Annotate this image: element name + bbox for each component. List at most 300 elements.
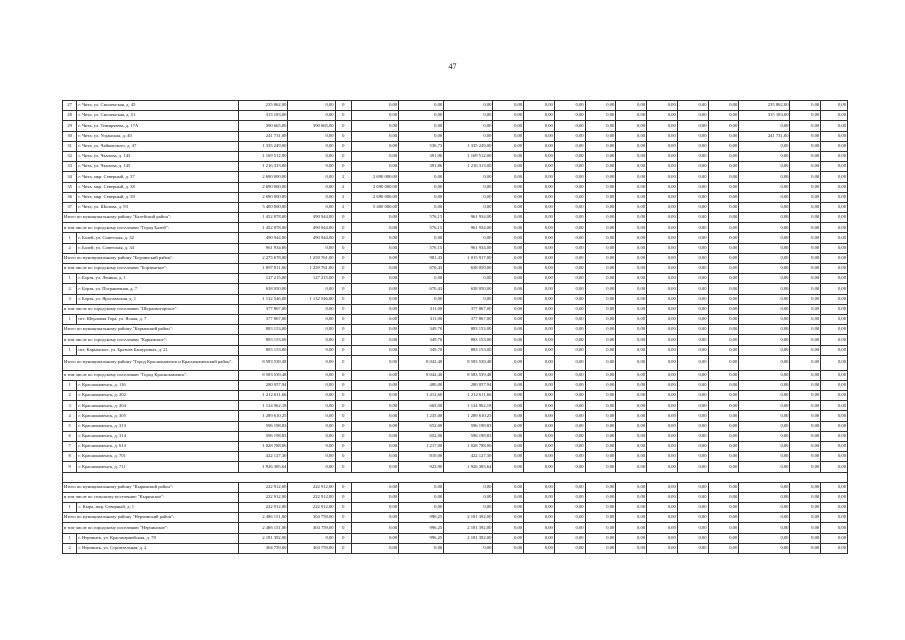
value-cell: 0,00 xyxy=(554,523,585,533)
value-cell: 0,00 xyxy=(647,223,678,233)
value-cell: 1 259 761,00 xyxy=(288,253,335,263)
value-cell: 0,00 xyxy=(790,202,821,212)
value-cell: 0 xyxy=(335,442,351,452)
value-cell: 0,00 xyxy=(524,111,555,121)
value-cell: 0,00 xyxy=(399,294,444,304)
value-cell: 241 731,00 xyxy=(239,131,288,141)
value-cell: 0,00 xyxy=(616,421,647,431)
value-cell: 0,00 xyxy=(351,391,398,401)
value-cell: 0,00 xyxy=(493,253,524,263)
value-cell: 127 215,00 xyxy=(239,274,288,284)
value-cell: 0,00 xyxy=(493,223,524,233)
value-cell: 0,00 xyxy=(554,141,585,151)
value-cell: 652,00 xyxy=(399,421,444,431)
address-cell: г. Краснокаменск, д. 711 xyxy=(77,462,239,472)
value-cell: 2 xyxy=(335,192,351,202)
value-cell: 0,00 xyxy=(585,233,616,243)
value-cell: 0,00 xyxy=(554,345,585,355)
value-cell: 0,00 xyxy=(493,355,524,370)
value-cell: 0,00 xyxy=(288,284,335,294)
value-cell: 0,00 xyxy=(444,111,493,121)
address-cell: пгт. Шерловая Гора, ул. Ясная, д. 7 xyxy=(77,314,239,324)
value-cell: 576,15 xyxy=(399,243,444,253)
address-cell: г. Чита, ул. Смоленская, д. 45 xyxy=(77,101,239,111)
value-cell: 0,00 xyxy=(444,202,493,212)
value-cell: 0,00 xyxy=(288,401,335,411)
value-cell: 0,00 xyxy=(351,294,398,304)
value-cell: 0,00 xyxy=(554,431,585,441)
value-cell: 0,00 xyxy=(708,182,739,192)
value-cell: 0 xyxy=(335,431,351,441)
value-cell: 0,00 xyxy=(647,182,678,192)
value-cell: 0,00 xyxy=(708,335,739,345)
value-cell: 391,86 xyxy=(399,162,444,172)
value-cell: 0,00 xyxy=(790,243,821,253)
value-cell: 0,00 xyxy=(554,492,585,502)
value-cell: 0,00 xyxy=(524,431,555,441)
address-cell: г. Краснокаменск, д. 701 xyxy=(77,452,239,462)
value-cell: 0,00 xyxy=(739,172,790,182)
value-cell: 0,00 xyxy=(677,370,708,380)
value-cell: 1 132 546,00 xyxy=(239,294,288,304)
value-cell: 0,00 xyxy=(585,513,616,523)
value-cell: 1 134 962,18 xyxy=(239,401,288,411)
value-cell: 0,00 xyxy=(677,502,708,512)
value-cell: 0,00 xyxy=(288,380,335,390)
value-cell: 576,15 xyxy=(399,213,444,223)
table-row xyxy=(63,411,848,421)
value-cell: 0,00 xyxy=(790,482,821,492)
address-cell: г. Краснокаменск, д. 204 xyxy=(77,401,239,411)
value-cell: 0,00 xyxy=(493,462,524,472)
value-cell: 0,00 xyxy=(399,101,444,111)
value-cell: 0,00 xyxy=(524,401,555,411)
value-cell: 0,00 xyxy=(677,243,708,253)
value-cell: 0,00 xyxy=(585,452,616,462)
value-cell: 0,00 xyxy=(399,202,444,212)
table-row xyxy=(63,284,848,294)
value-cell: 0,00 xyxy=(708,101,739,111)
value-cell: 0,00 xyxy=(708,223,739,233)
value-cell: 0,00 xyxy=(493,264,524,274)
value-cell: 0,00 xyxy=(524,452,555,462)
value-cell: 0,00 xyxy=(790,513,821,523)
table-row xyxy=(63,172,848,182)
value-cell: 0,00 xyxy=(739,513,790,523)
value-cell: 0,00 xyxy=(554,131,585,141)
value-cell: 0,00 xyxy=(677,223,708,233)
value-cell: 0,00 xyxy=(493,101,524,111)
group-name-cell: Итого по муниципальному району "Карымский район": xyxy=(63,325,239,335)
value-cell: 0,00 xyxy=(790,101,821,111)
value-cell: 0,00 xyxy=(399,233,444,243)
value-cell: 0,00 xyxy=(647,391,678,401)
value-cell: 0,00 xyxy=(739,452,790,462)
row-number-cell: 1 xyxy=(63,502,77,512)
value-cell: 0,00 xyxy=(288,131,335,141)
value-cell: 0,00 xyxy=(647,162,678,172)
value-cell: 0,00 xyxy=(739,121,790,131)
value-cell: 0,00 xyxy=(351,411,398,421)
table-row xyxy=(63,345,848,355)
value-cell: 0,00 xyxy=(647,462,678,472)
value-cell: 0,00 xyxy=(647,131,678,141)
value-cell: 0,00 xyxy=(616,233,647,243)
value-cell: 0,00 xyxy=(554,304,585,314)
row-number-cell: 3 xyxy=(63,294,77,304)
value-cell: 0 xyxy=(335,523,351,533)
value-cell: 1 897 811,00 xyxy=(239,264,288,274)
value-cell: 0,00 xyxy=(677,543,708,553)
value-cell: 0,00 xyxy=(585,192,616,202)
address-cell: г. Краснокаменск, д. 305 xyxy=(77,411,239,421)
value-cell: 0,00 xyxy=(554,111,585,121)
value-cell: 235 862,00 xyxy=(239,101,288,111)
value-cell: 0,00 xyxy=(616,462,647,472)
value-cell: 0,00 xyxy=(739,304,790,314)
value-cell: 0,00 xyxy=(616,202,647,212)
value-cell: 0,00 xyxy=(585,101,616,111)
value-cell: 0,00 xyxy=(524,335,555,345)
value-cell: 0,00 xyxy=(493,452,524,462)
value-cell: 0,00 xyxy=(708,452,739,462)
value-cell: 0,00 xyxy=(399,492,444,502)
table-row xyxy=(63,472,848,482)
value-cell: 0,00 xyxy=(493,284,524,294)
value-cell: 0,00 xyxy=(585,213,616,223)
value-cell: 638 050,00 xyxy=(239,284,288,294)
value-cell: 0,00 xyxy=(790,294,821,304)
value-cell: 996,25 xyxy=(399,533,444,543)
value-cell: 0,00 xyxy=(351,223,398,233)
value-cell: 810,00 xyxy=(399,452,444,462)
value-cell: 0,00 xyxy=(677,121,708,131)
value-cell: 0,00 xyxy=(493,121,524,131)
value-cell: 0,00 xyxy=(493,482,524,492)
address-cell: г. Краснокаменск, д. 314 xyxy=(77,431,239,441)
value-cell: 0,00 xyxy=(524,325,555,335)
value-cell: 0,00 xyxy=(554,101,585,111)
value-cell: 0,00 xyxy=(554,533,585,543)
value-cell: 0,00 xyxy=(288,304,335,314)
value-cell: 0,00 xyxy=(288,325,335,335)
value-cell: 0,00 xyxy=(616,264,647,274)
value-cell: 0,00 xyxy=(585,131,616,141)
group-name-cell: в том числе по городскому поселению "Город Балей": xyxy=(63,223,239,233)
value-cell: 0,00 xyxy=(821,355,848,370)
value-cell: 0,00 xyxy=(708,274,739,284)
row-number-cell: 31 xyxy=(63,141,77,151)
value-cell: 0,00 xyxy=(821,111,848,121)
value-cell: 0,00 xyxy=(647,482,678,492)
value-cell: 0,00 xyxy=(739,421,790,431)
value-cell: 0,00 xyxy=(351,213,398,223)
value-cell: 2 690 000,00 xyxy=(351,172,398,182)
table-row xyxy=(63,401,848,411)
value-cell: 349,70 xyxy=(399,345,444,355)
value-cell: 0,00 xyxy=(493,401,524,411)
value-cell: 0,00 xyxy=(708,131,739,141)
table-row xyxy=(63,533,848,543)
value-cell: 0,00 xyxy=(708,543,739,553)
value-cell: 0,00 xyxy=(444,502,493,512)
value-cell: 0,00 xyxy=(351,111,398,121)
value-cell: 0,00 xyxy=(616,452,647,462)
value-cell: 0,00 xyxy=(677,162,708,172)
value-cell: 0,00 xyxy=(708,304,739,314)
value-cell: 0,00 xyxy=(288,192,335,202)
value-cell: 0,00 xyxy=(739,141,790,151)
value-cell: 883 153,00 xyxy=(444,335,493,345)
value-cell: 0,00 xyxy=(493,421,524,431)
address-cell: г. Балей, ул. Советская, д. 32 xyxy=(77,233,239,243)
value-cell: 996,25 xyxy=(399,523,444,533)
value-cell: 0,00 xyxy=(493,492,524,502)
value-cell: 0,00 xyxy=(821,543,848,553)
table-row xyxy=(63,380,848,390)
value-cell: 0,00 xyxy=(708,523,739,533)
value-cell: 0,00 xyxy=(351,502,398,512)
value-cell: 0,00 xyxy=(790,442,821,452)
value-cell: 8 583 539,48 xyxy=(444,355,493,370)
value-cell: 0,00 xyxy=(790,253,821,263)
value-cell: 1 212 611,66 xyxy=(444,391,493,401)
value-cell: 0,00 xyxy=(677,294,708,304)
table-body xyxy=(63,101,848,554)
value-cell: 1 412,60 xyxy=(399,391,444,401)
value-cell: 0,00 xyxy=(585,482,616,492)
table-group-row xyxy=(63,482,848,492)
value-cell: 883 153,00 xyxy=(239,335,288,345)
value-cell: 0,00 xyxy=(821,391,848,401)
value-cell: 0 xyxy=(335,274,351,284)
value-cell: 0,00 xyxy=(790,452,821,462)
value-cell: 8 042,40 xyxy=(399,370,444,380)
value-cell: 5 400 000,00 xyxy=(239,202,288,212)
value-cell: 0,00 xyxy=(288,162,335,172)
value-cell: 0,00 xyxy=(790,543,821,553)
value-cell: 0,00 xyxy=(616,284,647,294)
value-cell: 0,00 xyxy=(616,492,647,502)
value-cell: 0,00 xyxy=(554,421,585,431)
value-cell: 0,00 xyxy=(647,492,678,502)
value-cell: 0,00 xyxy=(616,182,647,192)
value-cell: 0,00 xyxy=(616,502,647,512)
table-row xyxy=(63,431,848,441)
value-cell: 0,00 xyxy=(585,162,616,172)
value-cell: 0,00 xyxy=(524,482,555,492)
value-cell: 1 235,00 xyxy=(399,411,444,421)
value-cell: 0,00 xyxy=(288,182,335,192)
value-cell: 0,00 xyxy=(493,380,524,390)
value-cell: 0,00 xyxy=(677,253,708,263)
row-number-cell: 28 xyxy=(63,111,77,121)
value-cell: 0,00 xyxy=(616,111,647,121)
value-cell: 0,00 xyxy=(351,325,398,335)
value-cell: 0,00 xyxy=(647,253,678,263)
value-cell: 0,00 xyxy=(444,101,493,111)
address-cell: г. Чита, ул. Чкалова, д. 145 xyxy=(77,162,239,172)
value-cell: 0,00 xyxy=(821,523,848,533)
value-cell: 0 xyxy=(335,391,351,401)
value-cell: 0,00 xyxy=(585,294,616,304)
value-cell: 2 181 392,00 xyxy=(444,523,493,533)
value-cell: 0,00 xyxy=(739,370,790,380)
value-cell: 0,00 xyxy=(554,391,585,401)
table-row xyxy=(63,274,848,284)
value-cell: 996,25 xyxy=(399,513,444,523)
value-cell: 0,00 xyxy=(708,151,739,161)
value-cell: 0 xyxy=(335,314,351,324)
value-cell: 0,00 xyxy=(444,543,493,553)
value-cell: 0,00 xyxy=(524,502,555,512)
value-cell: 0,00 xyxy=(399,131,444,141)
value-cell: 0,00 xyxy=(647,345,678,355)
value-cell: 0,00 xyxy=(647,111,678,121)
value-cell: 0,00 xyxy=(493,162,524,172)
value-cell: 0,00 xyxy=(493,233,524,243)
value-cell: 0,00 xyxy=(351,345,398,355)
value-cell: 8 583 539,48 xyxy=(239,370,288,380)
value-cell: 0,00 xyxy=(585,533,616,543)
value-cell: 0,00 xyxy=(739,462,790,472)
value-cell: 0,00 xyxy=(351,452,398,462)
value-cell: 0,00 xyxy=(554,411,585,421)
value-cell: 2 486 151,00 xyxy=(239,523,288,533)
value-cell: 638 050,00 xyxy=(444,264,493,274)
value-cell: 0,00 xyxy=(524,442,555,452)
value-cell: 0,00 xyxy=(351,151,398,161)
value-cell: 0,00 xyxy=(616,172,647,182)
value-cell: 0,00 xyxy=(739,233,790,243)
value-cell: 0,00 xyxy=(708,202,739,212)
value-cell: 0,00 xyxy=(616,370,647,380)
value-cell: 0,00 xyxy=(616,223,647,233)
value-cell: 0,00 xyxy=(739,502,790,512)
value-cell: 0,00 xyxy=(739,533,790,543)
value-cell: 0,00 xyxy=(288,442,335,452)
table-group-row xyxy=(63,370,848,380)
value-cell: 0,00 xyxy=(616,482,647,492)
value-cell: 0,00 xyxy=(647,172,678,182)
row-number-cell: 29 xyxy=(63,121,77,131)
table-group-row xyxy=(63,253,848,263)
value-cell: 0,00 xyxy=(821,141,848,151)
value-cell: 0,00 xyxy=(739,391,790,401)
value-cell: 0,00 xyxy=(708,172,739,182)
value-cell: 0,00 xyxy=(493,294,524,304)
value-cell: 0,00 xyxy=(524,131,555,141)
value-cell: 0,00 xyxy=(821,192,848,202)
value-cell: 390 665,00 xyxy=(239,121,288,131)
value-cell: 0,00 xyxy=(554,325,585,335)
value-cell: 0,00 xyxy=(288,462,335,472)
value-cell: 0,00 xyxy=(585,462,616,472)
value-cell: 0,00 xyxy=(444,182,493,192)
value-cell: 0,00 xyxy=(647,121,678,131)
value-cell: 0,00 xyxy=(554,162,585,172)
value-cell: 0,00 xyxy=(739,202,790,212)
value-cell: 0 xyxy=(335,111,351,121)
value-cell: 0,00 xyxy=(444,294,493,304)
value-cell: 0,00 xyxy=(554,462,585,472)
value-cell: 0,00 xyxy=(399,192,444,202)
value-cell: 0,00 xyxy=(493,314,524,324)
value-cell: 0,00 xyxy=(288,151,335,161)
value-cell: 0,00 xyxy=(493,502,524,512)
group-name-cell: в том числе по сельскому поселению "Кыринское": xyxy=(63,492,239,502)
table-group-row xyxy=(63,513,848,523)
value-cell: 0,00 xyxy=(288,111,335,121)
value-cell: 596 198,83 xyxy=(239,421,288,431)
value-cell: 0,00 xyxy=(616,151,647,161)
value-cell: 0,00 xyxy=(288,314,335,324)
value-cell: 304 759,00 xyxy=(288,513,335,523)
value-cell: 0,00 xyxy=(524,533,555,543)
value-cell: 0,00 xyxy=(790,370,821,380)
value-cell: 0,00 xyxy=(554,284,585,294)
table-row xyxy=(63,151,848,161)
value-cell: 0,00 xyxy=(790,264,821,274)
value-cell: 0,00 xyxy=(493,411,524,421)
value-cell: 0,00 xyxy=(351,304,398,314)
value-cell: 0,00 xyxy=(616,543,647,553)
value-cell: 0,00 xyxy=(585,223,616,233)
value-cell: 0,00 xyxy=(351,121,398,131)
table-row xyxy=(63,121,848,131)
table-group-row xyxy=(63,213,848,223)
value-cell: 0,00 xyxy=(554,243,585,253)
value-cell: 0,00 xyxy=(677,533,708,543)
value-cell: 2 690 000,00 xyxy=(239,192,288,202)
value-cell: 0,00 xyxy=(585,121,616,131)
value-cell: 0,00 xyxy=(554,370,585,380)
value-cell: 0 xyxy=(335,335,351,345)
value-cell: 0,00 xyxy=(647,141,678,151)
value-cell: 0,00 xyxy=(524,121,555,131)
row-number-cell: 2 xyxy=(63,543,77,553)
value-cell: 0,00 xyxy=(677,131,708,141)
value-cell: 0,00 xyxy=(351,523,398,533)
value-cell: 0 xyxy=(335,452,351,462)
row-number-cell: 27 xyxy=(63,101,77,111)
row-number-cell: 1 xyxy=(63,314,77,324)
value-cell: 0,00 xyxy=(677,482,708,492)
value-cell: 0,00 xyxy=(647,452,678,462)
value-cell: 0,00 xyxy=(288,172,335,182)
value-cell: 0 xyxy=(335,421,351,431)
value-cell: 0,00 xyxy=(677,411,708,421)
value-cell: 349,70 xyxy=(399,325,444,335)
value-cell: 0,00 xyxy=(444,131,493,141)
address-cell: с. Кыра, мкр. Северный, д. 1 xyxy=(77,502,239,512)
value-cell: 0,00 xyxy=(554,213,585,223)
value-cell: 304 759,00 xyxy=(239,543,288,553)
value-cell: 0,00 xyxy=(524,391,555,401)
value-cell: 0,00 xyxy=(708,482,739,492)
value-cell: 0,00 xyxy=(739,213,790,223)
value-cell: 0 xyxy=(335,233,351,243)
value-cell: 0,00 xyxy=(585,411,616,421)
value-cell: 0,00 xyxy=(554,223,585,233)
value-cell: 0,00 xyxy=(790,192,821,202)
value-cell: 883 153,00 xyxy=(239,325,288,335)
value-cell: 0 xyxy=(335,411,351,421)
value-cell: 0,00 xyxy=(616,380,647,390)
value-cell: 490 944,00 xyxy=(288,213,335,223)
value-cell: 0,00 xyxy=(677,513,708,523)
value-cell: 0,00 xyxy=(616,213,647,223)
